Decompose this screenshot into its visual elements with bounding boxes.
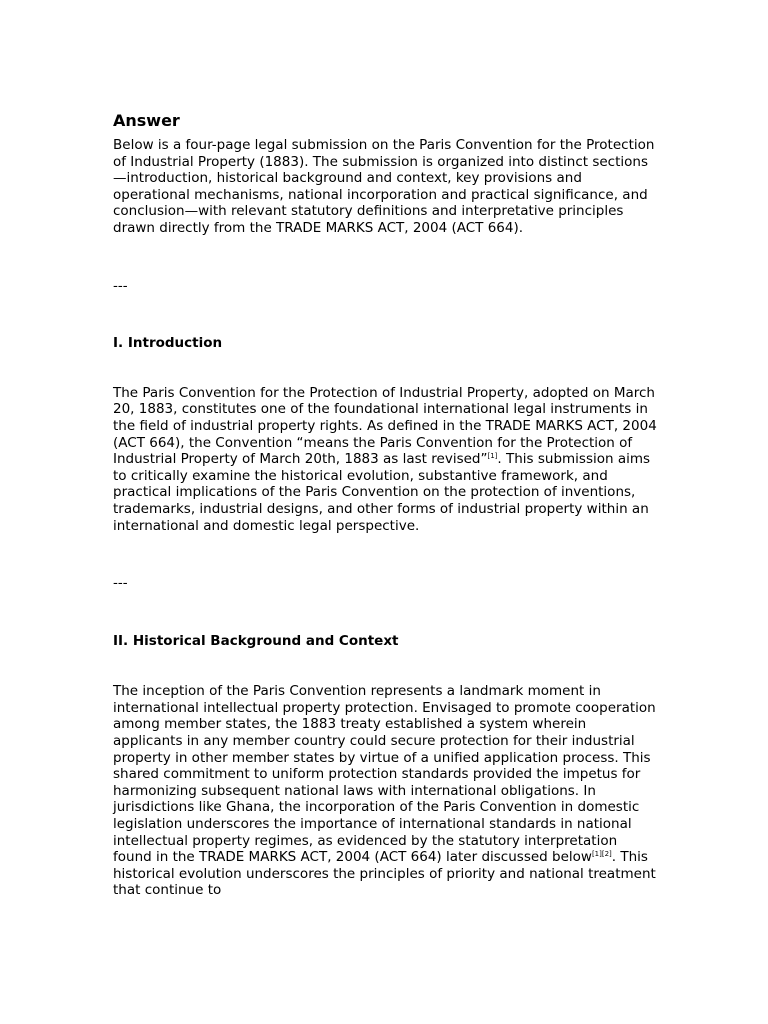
section-heading-historical-background: II. Historical Background and Context: [113, 632, 399, 649]
answer-heading: Answer: [113, 111, 180, 130]
spacer: [113, 649, 658, 683]
intro-paragraph: Below is a four-page legal submission on the Paris Convention for the Protection of Industrial Property (1883). The submission is organized into distinct sections—introduction, historical background and context, key provisions and operational mechanisms, national incorporation and practical significance, and conclusion—with relevant statutory definitions and interpretative principles drawn directly from the TRADE MARKS ACT, 2004 (ACT 664).: [113, 137, 655, 236]
historical-text-1: The inception of the Paris Convention represents a landmark moment in international intellectual property protection. Envisaged to promote cooperation among member states, the 1883 treaty established a system wherein applicants in any member country could secure protection for their industrial property in other member states by virtue of a unified application process. This shared commitment to uniform protection standards provided the impetus for harmonizing subsequent national laws with international obligations. In jurisdictions like Ghana, the incorporation of the Paris Convention in domestic legislation underscores the importance of international standards in national intellectual property regimes, as evidenced by the statutory interpretation found in the TRADE MARKS ACT, 2004 (ACT 664) later discussed below: [113, 683, 656, 866]
spacer: [113, 352, 658, 385]
introduction-text-2: . This submission aims to critically examine the historical evolution, substantive framework, and practical implications of the Paris Convention on the protection of inventions, trademarks, industrial designs, and other forms of industrial property within an international and domestic legal perspective.: [113, 451, 651, 534]
footnote-reference[interactable]: [1][2]: [591, 850, 612, 859]
spacer: [113, 237, 658, 278]
section-heading-introduction: I. Introduction: [113, 335, 223, 352]
footnote-reference[interactable]: [1]: [487, 452, 498, 461]
historical-background-paragraph: [113, 683, 658, 899]
separator-2: ---: [113, 575, 128, 592]
separator-1: ---: [113, 277, 128, 294]
introduction-text-1: The Paris Convention for the Protection of Industrial Property, adopted on March 20, 1883, constitutes one of the foundational international legal instruments in the field of industrial property rights. As defined in the TRADE MARKS ACT, 2004 (ACT 664), the Convention “means the Paris Convention for the Protection of Industrial Property of March 20th, 1883 as last revised”: [113, 384, 657, 468]
introduction-paragraph: [113, 385, 658, 534]
spacer: [113, 592, 658, 633]
document-page: [113, 111, 658, 899]
spacer: [113, 294, 658, 335]
spacer: [113, 534, 658, 575]
historical-text-2: . This historical evolution underscores the principles of priority and national treatment that continue to: [113, 849, 656, 899]
